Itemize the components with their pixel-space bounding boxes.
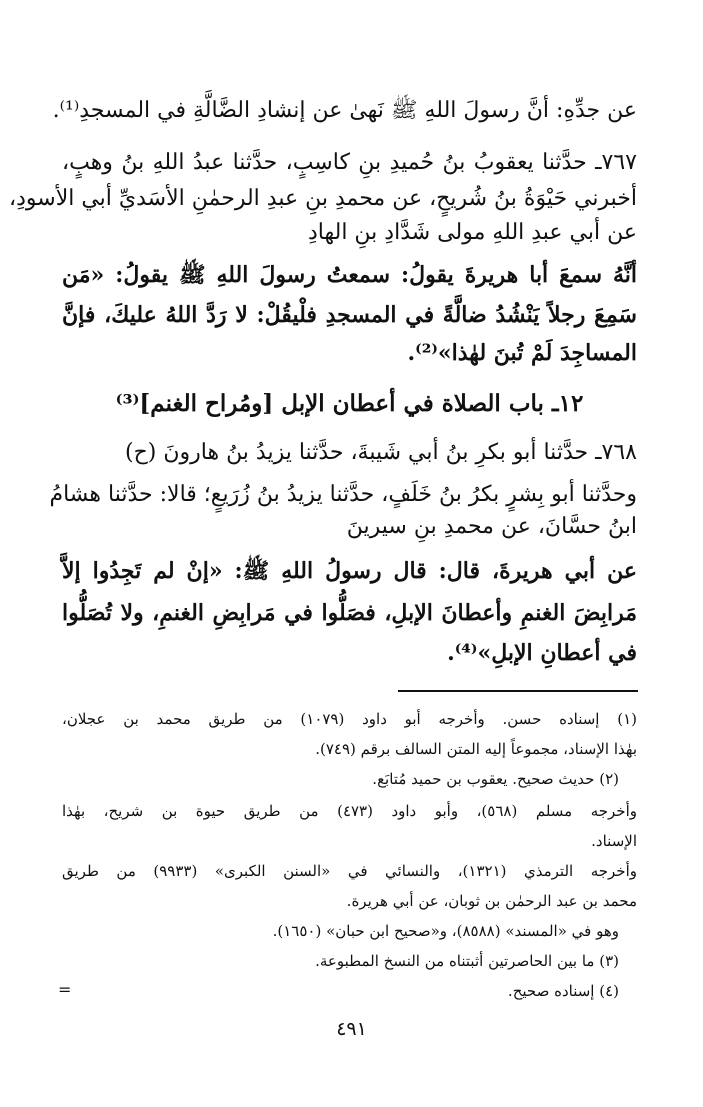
footnote-line: (٣) ما بين الحاصرتين أثبتناه من النسخ المطبوعة. <box>315 952 619 970</box>
body-line: أنَّهُ سمعَ أبا هريرةَ يقولُ: سمعتُ رسولَ اللهِ ﷺ يقولُ: «مَن <box>62 262 637 288</box>
footnote-line: (٢) حديث صحيح. يعقوب بن حميد مُتابَع. <box>372 770 619 788</box>
footnote-line: الإسناد. <box>591 832 637 850</box>
body-line: عن أبي عبدِ اللهِ مولى شَدَّادِ بنِ الهادِ <box>307 220 637 245</box>
body-line: ٧٦٨ـ حدَّثنا أبو بكرِ بنُ أبي شَيبةَ، حدَّثنا يزيدُ بنُ هارونَ (ح) <box>125 440 637 465</box>
body-line: أخبرني حَيْوَةُ بنُ شُريحٍ، عن محمدِ بنِ عبدِ الرحمٰنِ الأسَديِّ أبي الأسودِ، <box>9 186 637 211</box>
page-number: ٤٩١ <box>336 1018 367 1040</box>
footnote-line: بهٰذا الإسناد، مجموعاً إليه المتن السالف برقم (٧٤٩). <box>315 740 637 758</box>
footnote-line: وأخرجه الترمذي (١٣٢١)، والنسائي في «السنن الكبرى» (٩٩٣٣) من طريق <box>62 862 637 880</box>
footnote-line: (١) إسناده حسن. وأخرجه أبو داود (١٠٧٩) من طريق محمد بن عجلان، <box>62 710 637 728</box>
body-line: ٧٦٧ـ حدَّثنا يعقوبُ بنُ حُميدِ بنِ كاسِبٍ، حدَّثنا عبدُ اللهِ بنُ وهبٍ، <box>62 150 637 175</box>
body-line: في أعطانِ الإبلِ»⁽⁴⁾. <box>447 640 637 666</box>
body-line: وحدَّثنا أبو بِشرٍ بكرُ بنُ خَلَفٍ، حدَّثنا يزيدُ بنُ زُرَيعٍ؛ قالا: حدَّثنا هشامُ <box>49 482 637 507</box>
body-line: سَمِعَ رجلاً يَنْشُدُ ضالَّةً في المسجدِ فلْيقُلْ: لا رَدَّ اللهُ عليكَ، فإنَّ <box>62 302 637 328</box>
body-line: عن جدِّهِ: أنَّ رسولَ اللهِ ﷺ نَهىٰ عن إنشادِ الضَّالَّةِ في المسجدِ⁽¹⁾. <box>52 98 637 123</box>
footnote-line: وهو في «المسند» (٨٥٨٨)، و«صحيح ابن حبان» (١٦٥٠). <box>272 922 619 940</box>
footnote-line: وأخرجه مسلم (٥٦٨)، وأبو داود (٤٧٣) من طريق حيوة بن شريح، بهٰذا <box>62 802 637 820</box>
margin-mark: = <box>58 980 72 999</box>
body-line: ابنُ حسَّانَ، عن محمدِ بنِ سيرينَ <box>346 514 637 539</box>
body-line: المساجِدَ لَمْ تُبنَ لهٰذا»⁽²⁾. <box>407 340 637 366</box>
body-line: عن أبي هريرةَ، قال: قال رسولُ اللهِ ﷺ: «إنْ لم تَجِدُوا إلاَّ <box>62 558 637 584</box>
footnote-line: محمد بن عبد الرحمٰن بن ثوبان، عن أبي هريرة. <box>346 892 637 910</box>
footnote-separator <box>398 690 638 692</box>
section-heading: ١٢ـ باب الصلاة في أعطان الإبل [ومُراح الغنم]⁽³⁾ <box>115 390 584 417</box>
footnote-line: (٤) إسناده صحيح. <box>507 982 619 1000</box>
body-line: مَرابِضَ الغنمِ وأعطانَ الإبلِ، فصَلُّوا في مَرابِضِ الغنمِ، ولا تُصَلُّوا <box>62 600 637 626</box>
